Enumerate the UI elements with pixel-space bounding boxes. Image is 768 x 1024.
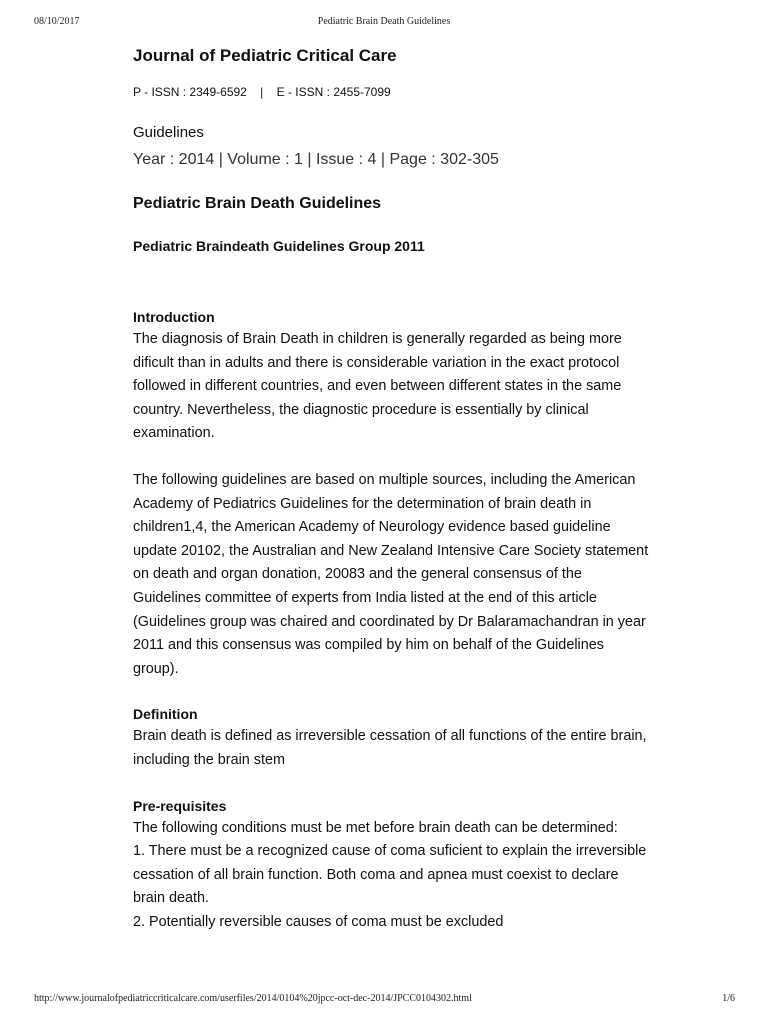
print-footer (0, 993, 768, 1007)
definition-paragraph: Brain death is defined as irreversible cessation of all functions of the entire brain, including the brain stem (133, 728, 647, 768)
article-title: Pediatric Brain Death Guidelines (133, 195, 382, 212)
definition-section (133, 703, 653, 772)
prerequisites-item: 2. Potentially reversible causes of coma must be excluded (133, 913, 504, 930)
definition-heading: Definition (133, 706, 198, 723)
prerequisites-item: 1. There must be a recognized cause of coma suficient to explain the irreversible cessation of all brain function. Both coma and apnea must coexist to declare brain death. (133, 843, 647, 907)
introduction-paragraph: The following guidelines are based on multiple sources, including the American Academy of Pediatrics Guidelines for the determination of brain death in children1,4, the American Academy of Neurology evidence based guideline update 20102, the Australian and New Zealand Intensive Care Society statement on death and organ donation, 20083 and the general consensus of the Guidelines committee of experts from India listed at the end of this article (Guidelines group was chaired and coordinated by Dr Balaramachandran in year 2011 and this consensus was compiled by him on behalf of the Guidelines group). (133, 471, 649, 677)
introduction-heading: Introduction (133, 309, 215, 325)
print-header (0, 16, 768, 30)
journal-title: Journal of Pediatric Critical Care (133, 46, 397, 65)
article-section-label: Guidelines (133, 124, 204, 141)
issn-line: P - ISSN : 2349-6592 | E - ISSN : 2455-7099 (133, 85, 391, 99)
print-date: 08/10/2017 (34, 16, 80, 27)
article-content (133, 44, 653, 934)
citation-line: Year : 2014 | Volume : 1 | Issue : 4 | Page : 302-305 (133, 151, 499, 168)
prerequisites-section (133, 795, 653, 935)
print-doc-title: Pediatric Brain Death Guidelines (317, 16, 451, 27)
introduction-paragraph: The diagnosis of Brain Death in children is generally regarded as being more dificult than in adults and there is considerable variation in the exact protocol followed in different countries, and even between different states in the same country. Nevertheless, the diagnostic procedure is essentially by clinical examination. (133, 331, 622, 442)
print-url[interactable]: http://www.journalofpediatriccriticalcare.com/userfiles/2014/0104%20jpcc-oct-dec-2014/JPCC0104302.html (34, 993, 472, 1004)
prerequisites-intro: The following conditions must be met before brain death can be determined: (133, 819, 618, 836)
author-line: Pediatric Braindeath Guidelines Group 2011 (133, 238, 425, 254)
introduction-section (133, 306, 653, 681)
prerequisites-heading: Pre-requisites (133, 797, 227, 814)
page-number: 1/6 (722, 993, 735, 1004)
